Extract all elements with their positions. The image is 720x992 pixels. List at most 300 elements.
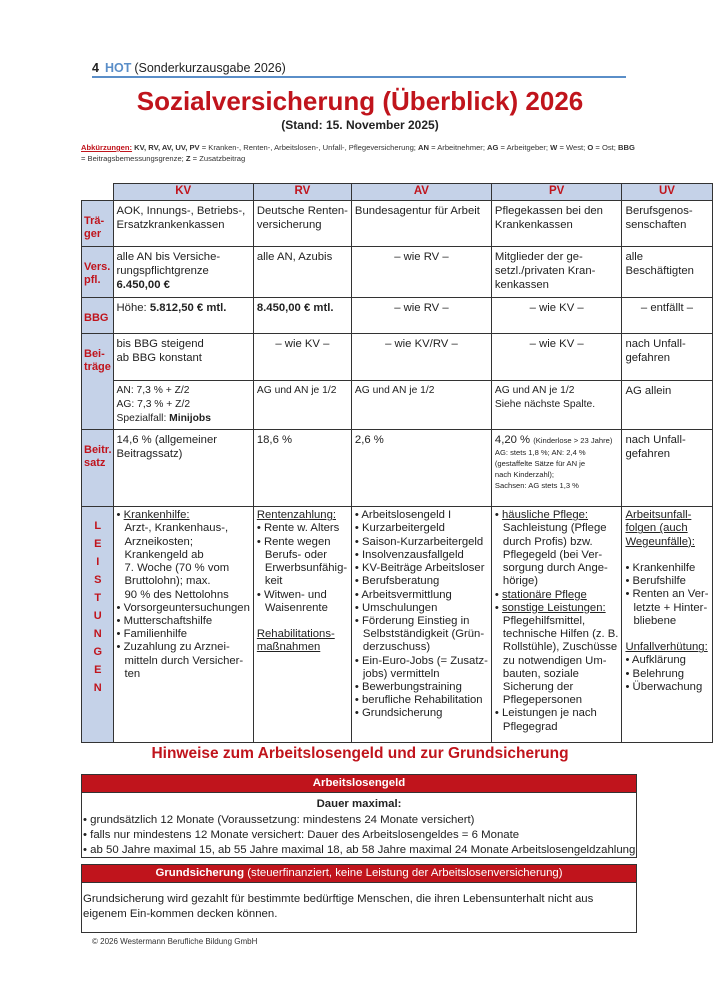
cell-line	[625, 575, 708, 588]
cell-uv	[622, 201, 712, 247]
text-segment: AN: 7,3 % + Z/2	[116, 385, 190, 396]
cell-kv	[113, 381, 253, 430]
row-label-line: U	[93, 610, 102, 623]
text-segment: (Kinderlose > 23 Jahre)	[533, 436, 613, 446]
text-segment: derzuschuss)	[362, 641, 431, 654]
row-label	[82, 298, 114, 334]
text-segment: AG und AN je 1/2	[494, 385, 575, 396]
text-segment: • Mutterschaftshilfe	[116, 614, 213, 627]
row-label-line: Beitr.	[84, 444, 112, 457]
cell-line	[625, 218, 708, 232]
table-row	[82, 334, 713, 381]
edition: (Sonderkurzausgabe 2026)	[134, 61, 286, 75]
page-header	[92, 61, 286, 75]
text-segment: 18,6 %	[256, 434, 293, 447]
text-segment: rungspflichtgrenze	[116, 265, 209, 278]
text-segment: 6.450,00 €	[116, 279, 170, 292]
text-segment: • Kurzarbeitergeld	[354, 522, 445, 535]
cell-line	[495, 301, 619, 315]
cell-line	[495, 602, 619, 615]
text-segment: bis BBG steigend	[116, 338, 204, 350]
text-segment: W	[550, 143, 558, 152]
cell-av	[351, 247, 491, 298]
cell-line	[625, 522, 708, 535]
text-segment: stationäre Pflege	[502, 588, 587, 601]
column-header-pv: PV	[491, 184, 622, 201]
cell-line	[625, 562, 708, 575]
text-segment: letzte + Hinter-	[633, 601, 708, 614]
text-segment: = Zusatzbeitrag	[190, 153, 246, 163]
text-segment: • Rente w. Alters	[256, 522, 340, 535]
cell-line	[355, 536, 488, 549]
text-segment: hörige)	[502, 575, 539, 588]
text-segment: • Krankenhilfe	[625, 562, 696, 575]
text-segment: •	[494, 509, 502, 522]
copyright: © 2026 Westermann Berufliche Bildung GmbH	[92, 937, 258, 946]
text-segment: Ersatzkrankenkassen	[116, 219, 225, 232]
cell-line	[625, 509, 708, 522]
text-segment: • Insolvenzausfallgeld	[354, 548, 464, 561]
text-segment: • Renten an Ver-	[625, 588, 709, 601]
cell-rv	[253, 334, 351, 381]
table-row	[82, 247, 713, 298]
row-label-line: Bei-	[84, 348, 105, 360]
text-segment: Pflegegeld (bei Ver-	[502, 548, 603, 561]
text-segment: Spezialfall:	[116, 413, 170, 425]
column-header-rv: RV	[253, 184, 351, 201]
cell-uv	[622, 334, 712, 381]
text-segment: jobs) vermitteln	[362, 667, 440, 680]
text-segment: = West;	[557, 143, 588, 152]
text-segment: •	[494, 588, 502, 601]
alg-box	[81, 774, 637, 858]
page-number: 4	[92, 61, 99, 75]
cell-uv	[622, 298, 712, 334]
text-segment: – wie KV/RV –	[385, 338, 458, 350]
cell-line	[495, 562, 619, 575]
cell-line	[117, 447, 250, 461]
cell-av	[351, 381, 491, 430]
gs-header-rest: (steuerfinanziert, keine Leistung der Arbeitslosenversicherung)	[244, 867, 563, 879]
cell-line	[495, 549, 619, 562]
cell-line	[355, 301, 488, 315]
cell-pv	[491, 201, 622, 247]
cell-line	[625, 588, 708, 601]
text-segment: = Kranken-, Renten-, Arbeitslosen-, Unfall-, Pflegeversicherung;	[199, 143, 419, 152]
text-segment: Bruttolohn); max.	[124, 575, 211, 588]
cell-av	[351, 430, 491, 507]
cell-line	[625, 433, 708, 447]
cell-line	[495, 264, 619, 278]
cell-line	[625, 264, 708, 278]
cell-line	[257, 433, 348, 447]
text-segment: nach Unfall-	[625, 434, 686, 447]
cell-line	[257, 204, 348, 218]
cell-line	[117, 264, 250, 278]
text-segment: • Grundsicherung	[354, 707, 443, 720]
cell-line	[495, 694, 619, 707]
cell-line	[257, 250, 348, 264]
text-segment: Sachleistung (Pflege	[502, 522, 607, 535]
text-segment: • Belehrung	[625, 667, 685, 680]
cell-line	[117, 433, 250, 447]
abbreviations-label: Abkürzungen:	[81, 143, 133, 152]
cell-line	[495, 522, 619, 535]
text-segment: kenkassen	[494, 279, 549, 292]
text-segment: • Vorsorgeuntersuchungen	[116, 601, 250, 614]
text-segment: bauten, soziale	[502, 667, 579, 680]
text-segment: • Ein-Euro-Jobs (= Zusatz-	[354, 654, 488, 667]
alg-item: • falls nur mindestens 12 Monate versichert: Dauer des Arbeitslosengeldes = 6 Monate	[83, 829, 520, 841]
cell-uv	[622, 507, 712, 743]
text-segment: Pflegekassen bei den	[494, 205, 603, 217]
text-segment: Pflegepersonen	[502, 694, 583, 707]
text-segment: AN	[418, 143, 429, 152]
row-label	[82, 201, 114, 247]
table-row	[82, 430, 713, 507]
cell-line	[117, 655, 250, 668]
text-segment: Berufs- oder	[264, 548, 328, 561]
cell-line	[355, 681, 488, 694]
text-segment: •	[116, 509, 124, 522]
text-segment: = Ost;	[593, 143, 618, 152]
text-segment: Rollstühle), Zuschüsse	[502, 641, 618, 654]
cell-line	[257, 628, 348, 641]
text-segment: O	[587, 143, 594, 152]
text-segment: 2,6 %	[354, 434, 384, 447]
cell-line	[257, 509, 348, 522]
cell-line	[257, 522, 348, 535]
text-segment: • Arbeitsvermittlung	[354, 588, 452, 601]
text-segment: KV, RV, AV, UV, PV	[132, 143, 200, 152]
cell-line	[495, 458, 619, 469]
cell-av	[351, 507, 491, 743]
cell-line	[495, 337, 619, 351]
text-segment: durch Profis) bzw.	[502, 535, 593, 548]
row-label-line: E	[94, 538, 102, 551]
cell-uv	[622, 381, 712, 430]
text-segment: – wie KV –	[529, 338, 584, 350]
cell-rv	[253, 298, 351, 334]
cell-line	[117, 250, 250, 264]
cell-av	[351, 201, 491, 247]
row-label	[82, 334, 114, 430]
cell-rv	[253, 507, 351, 743]
alg-items	[82, 813, 636, 858]
cell-line	[625, 549, 708, 562]
cell-rv	[253, 381, 351, 430]
text-segment: ab BBG konstant	[116, 352, 202, 365]
abbreviations-text	[81, 143, 635, 163]
cell-pv	[491, 334, 622, 381]
text-segment: ten	[124, 667, 141, 680]
cell-line	[625, 654, 708, 667]
cell-line	[495, 589, 619, 602]
cell-line	[117, 589, 250, 602]
notes-title: Hinweise zum Arbeitslosengeld und zur Grundsicherung	[151, 745, 569, 762]
cell-line	[625, 602, 708, 615]
text-segment: • Leistungen je nach	[494, 707, 597, 720]
cell-line	[355, 694, 488, 707]
text-segment: Beschäftigten	[625, 265, 694, 278]
cell-line	[355, 575, 488, 588]
cell-line	[495, 469, 619, 480]
cell-pv	[491, 507, 622, 743]
text-segment: AOK, Innungs-, Betriebs-,	[116, 205, 246, 217]
cell-kv	[113, 430, 253, 507]
text-segment: keit	[264, 575, 283, 588]
cell-line	[117, 562, 250, 575]
cell-line	[117, 218, 250, 232]
cell-kv	[113, 201, 253, 247]
cell-line	[625, 301, 708, 315]
text-segment: AG: stets 1,8 %; AN: 2,4 %	[494, 448, 586, 458]
cell-line	[117, 351, 250, 365]
text-segment: Krankengeld ab	[124, 548, 204, 561]
row-label-line: E	[94, 664, 102, 677]
text-segment: zu notwendigen Um-	[502, 654, 607, 667]
text-segment: Rentenzahlung:	[256, 509, 336, 522]
text-segment: – wie KV –	[275, 338, 330, 350]
column-header-uv: UV	[622, 184, 712, 201]
cell-rv	[253, 247, 351, 298]
text-segment: setzl./privaten Kran-	[494, 265, 596, 278]
text-segment: sonstige Leistungen:	[502, 601, 606, 614]
abbreviations	[81, 143, 641, 164]
cell-av	[351, 298, 491, 334]
cell-line	[257, 615, 348, 628]
text-segment: • Aufklärung	[625, 654, 686, 667]
cell-line	[117, 278, 250, 292]
text-segment: = Arbeitnehmer;	[429, 143, 488, 152]
cell-pv	[491, 381, 622, 430]
cell-line	[257, 602, 348, 615]
text-segment: Pflegegrad	[502, 720, 558, 733]
cell-rv	[253, 201, 351, 247]
alg-header: Arbeitslosengeld	[82, 775, 636, 793]
text-segment: mitteln durch Versicher-	[124, 654, 244, 667]
row-label-line: L	[94, 520, 102, 533]
text-segment: Deutsche Renten-	[256, 205, 348, 217]
cell-line	[495, 433, 619, 447]
cell-kv	[113, 507, 253, 743]
cell-line	[625, 641, 708, 654]
cell-line	[117, 337, 250, 351]
cell-line	[625, 250, 708, 264]
text-segment: • Umschulungen	[354, 601, 438, 614]
cell-line	[495, 447, 619, 458]
gs-header-bold: Grundsicherung	[155, 867, 245, 879]
cell-line	[257, 641, 348, 654]
text-segment: maßnahmen	[256, 641, 321, 654]
cell-line	[257, 562, 348, 575]
cell-line	[495, 628, 619, 641]
gs-text: Grundsicherung wird gezahlt für bestimmte bedürftige Menschen, die ihren Lebensunterhalt nicht aus eigenem Ein-kommen decken können.	[83, 893, 594, 920]
row-label	[82, 430, 114, 507]
alg-subtitle: Dauer maximal:	[316, 798, 402, 810]
cell-line	[355, 549, 488, 562]
table-row	[82, 201, 713, 247]
cell-line	[117, 602, 250, 615]
cell-line	[117, 668, 250, 681]
text-segment: • Berufshilfe	[625, 575, 686, 588]
row-label	[82, 247, 114, 298]
cell-line	[495, 250, 619, 264]
cell-line	[355, 522, 488, 535]
text-segment: AG und AN je 1/2	[354, 385, 435, 396]
cell-line	[625, 536, 708, 549]
text-segment: Pflegehilfsmittel,	[502, 614, 586, 627]
cell-line	[117, 398, 250, 412]
cell-kv	[113, 334, 253, 381]
cell-line	[625, 384, 708, 398]
row-label-line: T	[94, 592, 102, 605]
cell-line	[355, 628, 488, 641]
cell-line	[355, 562, 488, 575]
cell-line	[117, 522, 250, 535]
cell-line	[117, 536, 250, 549]
text-segment: senschaften	[625, 219, 687, 232]
cell-line	[355, 615, 488, 628]
cell-line	[495, 575, 619, 588]
cell-line	[257, 575, 348, 588]
row-label-line: träge	[84, 361, 111, 373]
cell-line	[257, 218, 348, 232]
text-segment: • KV-Beiträge Arbeitsloser	[354, 562, 485, 575]
row-label-line: satz	[84, 457, 106, 470]
text-segment: – entfällt –	[640, 302, 694, 314]
text-segment: häusliche Pflege:	[502, 509, 589, 522]
text-segment: Arbeitsunfall-	[625, 509, 692, 522]
text-segment: AG und AN je 1/2	[256, 385, 337, 396]
text-segment: (gestaffelte Sätze für AN je	[494, 459, 586, 469]
text-segment: – wie KV –	[529, 302, 584, 314]
cell-line	[495, 668, 619, 681]
cell-line	[495, 536, 619, 549]
row-label-line: N	[93, 628, 102, 641]
text-segment: alle	[625, 251, 644, 263]
text-segment: folgen (auch	[625, 522, 688, 535]
cell-line	[355, 655, 488, 668]
cell-line	[355, 337, 488, 351]
text-segment: Sachsen: AG stets 1,3 %	[494, 481, 579, 491]
cell-line	[117, 384, 250, 398]
row-label-line: pfl.	[84, 274, 101, 286]
table-row	[82, 381, 713, 430]
cell-line	[625, 615, 708, 628]
cell-line	[355, 602, 488, 615]
text-segment: Sicherung der	[502, 680, 574, 693]
text-segment: Z	[185, 153, 191, 163]
cell-line	[257, 337, 348, 351]
text-segment: • Berufsberatung	[354, 575, 440, 588]
text-segment: Krankenhilfe:	[123, 509, 190, 522]
cell-line	[625, 351, 708, 365]
cell-line	[495, 218, 619, 232]
cell-line	[257, 301, 348, 315]
text-segment: Wegeunfälle):	[625, 535, 695, 548]
table-header-row	[82, 184, 713, 201]
cell-line	[117, 615, 250, 628]
brand-logo: HOT	[104, 61, 132, 75]
cell-line	[625, 681, 708, 694]
cell-line	[495, 509, 619, 522]
text-segment: Minijobs	[169, 413, 211, 425]
cell-line	[355, 668, 488, 681]
cell-line	[355, 384, 488, 398]
cell-line	[117, 301, 250, 315]
cell-line	[495, 204, 619, 218]
cell-line	[355, 433, 488, 447]
text-segment: • Familienhilfe	[116, 628, 188, 641]
text-segment: Rehabilitations-	[256, 628, 335, 641]
text-segment: • Saison-Kurzarbeitergeld	[354, 535, 484, 548]
text-segment: Erwerbsunfähig-	[264, 562, 348, 575]
text-segment: nach Kinderzahl);	[494, 470, 555, 480]
cell-line	[625, 337, 708, 351]
text-segment: • Überwachung	[625, 680, 703, 693]
row-label	[82, 507, 114, 743]
cell-line	[625, 628, 708, 641]
row-label-line: N	[93, 682, 102, 695]
text-segment: Arzneikosten;	[124, 535, 193, 548]
text-segment: Mitglieder der ge-	[494, 251, 583, 263]
cell-line	[117, 575, 250, 588]
cell-line	[257, 384, 348, 398]
cell-line	[625, 668, 708, 681]
cell-rv	[253, 430, 351, 507]
page-title: Sozialversicherung (Überblick) 2026	[136, 86, 584, 116]
table-row	[82, 507, 713, 743]
cell-line	[495, 681, 619, 694]
text-segment: Waisenrente	[264, 601, 328, 614]
text-segment: gefahren	[625, 448, 671, 461]
text-segment: = Beitragsbemessungsgrenze;	[81, 153, 186, 163]
cell-line	[257, 589, 348, 602]
text-segment: Bundesagentur für Arbeit	[354, 205, 480, 217]
text-segment: AG allein	[625, 385, 672, 397]
text-segment: 90 % des Nettolohns	[124, 588, 229, 601]
text-segment: • Witwen- und	[256, 588, 327, 601]
cell-line	[495, 641, 619, 654]
row-label-line: Vers.	[84, 261, 111, 273]
text-segment: = Arbeitgeber;	[498, 143, 551, 152]
text-segment: Krankenkassen	[494, 219, 573, 232]
text-segment: • berufliche Rehabilitation	[354, 694, 483, 707]
text-segment: – wie RV –	[394, 251, 449, 263]
cell-pv	[491, 298, 622, 334]
text-segment: – wie RV –	[394, 302, 449, 314]
text-segment: Siehe nächste Spalte.	[494, 399, 596, 411]
cell-line	[355, 641, 488, 654]
cell-line	[355, 250, 488, 264]
cell-line	[495, 721, 619, 734]
cell-uv	[622, 247, 712, 298]
text-segment: versicherung	[256, 219, 322, 232]
page-subtitle: (Stand: 15. November 2025)	[281, 118, 439, 132]
row-label-line: S	[94, 574, 102, 587]
alg-item: • grundsätzlich 12 Monate (Voraussetzung: mindestens 24 Monate versichert)	[83, 814, 475, 826]
cell-line	[495, 480, 619, 491]
cell-kv	[113, 247, 253, 298]
cell-pv	[491, 430, 622, 507]
cell-av	[351, 334, 491, 381]
cell-line	[355, 707, 488, 720]
text-segment: alle AN bis Versiche-	[116, 251, 221, 263]
cell-line	[495, 655, 619, 668]
text-segment: alle AN, Azubis	[256, 251, 333, 263]
text-segment: 5.812,50 € mtl.	[149, 302, 227, 314]
